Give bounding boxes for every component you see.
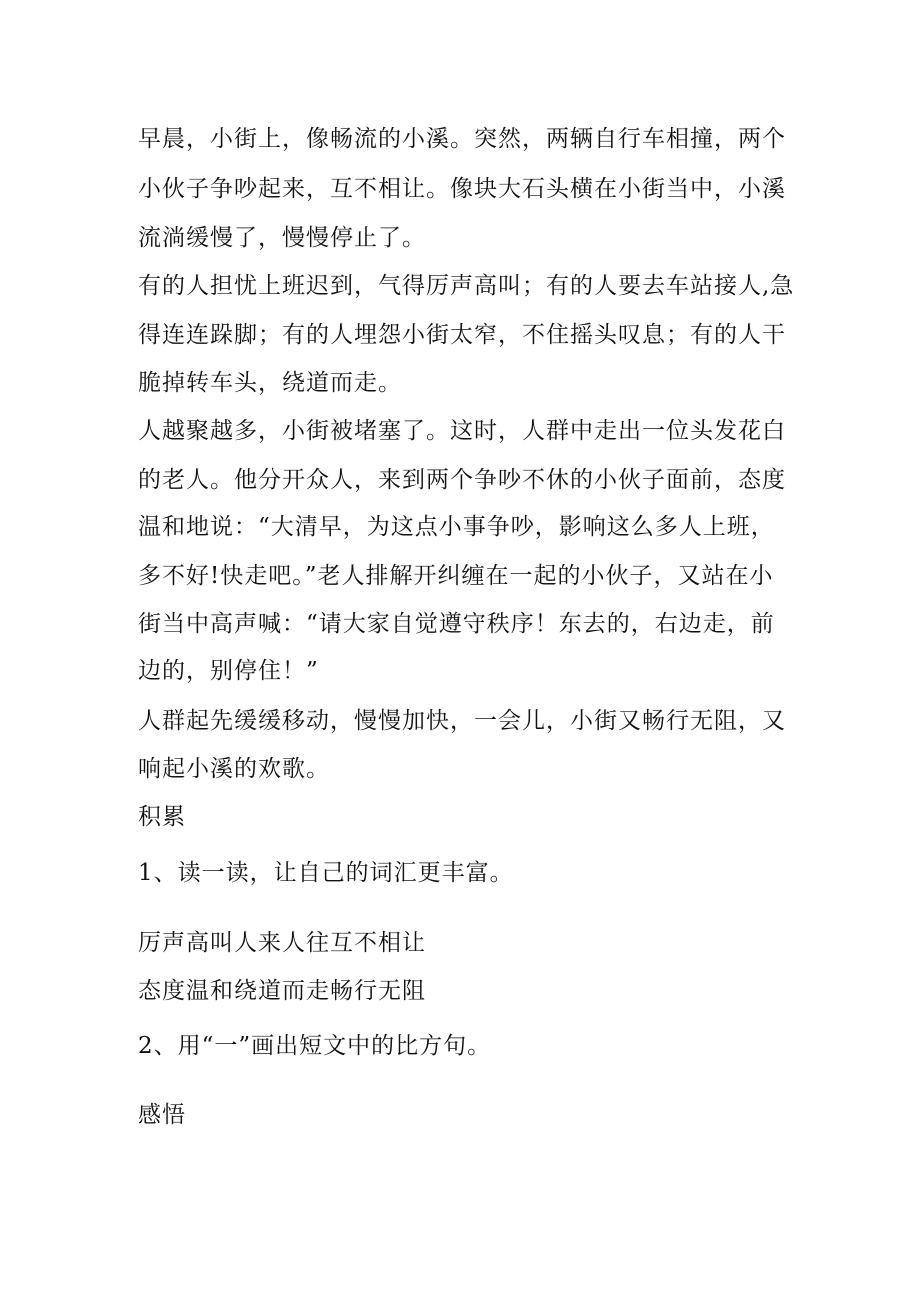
story-p2-line-3: 脆掉转车头，绕道而走。 bbox=[138, 370, 402, 396]
story-p3-line-6: 边的，别停住！” bbox=[138, 658, 319, 684]
story-p3-line-3: 温和地说：“大清早，为这点小事争吵，影响这么多人上班， bbox=[138, 514, 775, 540]
vocab-line-1: 厉声高叫人来人往互不相让 bbox=[138, 930, 426, 956]
story-p2-line-2: 得连连跺脚；有的人埋怨小街太窄，不住摇头叹息；有的人干 bbox=[138, 322, 786, 348]
story-p1-line-2: 小伙子争吵起来，互不相让。像块大石头横在小街当中，小溪 bbox=[138, 176, 786, 202]
story-p1-line-1: 早晨，小街上，像畅流的小溪。突然，两辆自行车相撞，两个 bbox=[138, 126, 786, 152]
section-heading-insight: 感悟 bbox=[138, 1102, 186, 1128]
story-p3-line-2: 的老人。他分开众人，来到两个争吵不休的小伙子面前，态度 bbox=[138, 467, 786, 493]
section-heading-accumulate: 积累 bbox=[138, 804, 186, 830]
story-p4-line-1: 人群起先缓缓移动，慢慢加快，一会儿，小街又畅行无阻，又 bbox=[138, 708, 786, 734]
story-p2-line-1: 有的人担忧上班迟到，气得厉声高叫；有的人要去车站接人,急 bbox=[138, 273, 795, 299]
vocab-line-2: 态度温和绕道而走畅行无阻 bbox=[138, 978, 426, 1004]
story-p3-line-1: 人越聚越多，小街被堵塞了。这时，人群中走出一位头发花白 bbox=[138, 418, 786, 444]
story-p1-line-3: 流淌缓慢了，慢慢停止了。 bbox=[138, 225, 426, 251]
story-p3-line-4: 多不好!快走吧。”老人排解开纠缠在一起的小伙子，又站在小 bbox=[138, 563, 774, 589]
story-p4-line-2: 响起小溪的欢歌。 bbox=[138, 756, 330, 782]
question-1: 1、读一读，让自己的词汇更丰富。 bbox=[138, 860, 514, 886]
story-p3-line-5: 街当中高声喊：“请大家自觉遵守秩序！东去的，右边走，前 bbox=[138, 611, 775, 637]
question-2: 2、用“一”画出短文中的比方句。 bbox=[138, 1033, 492, 1059]
